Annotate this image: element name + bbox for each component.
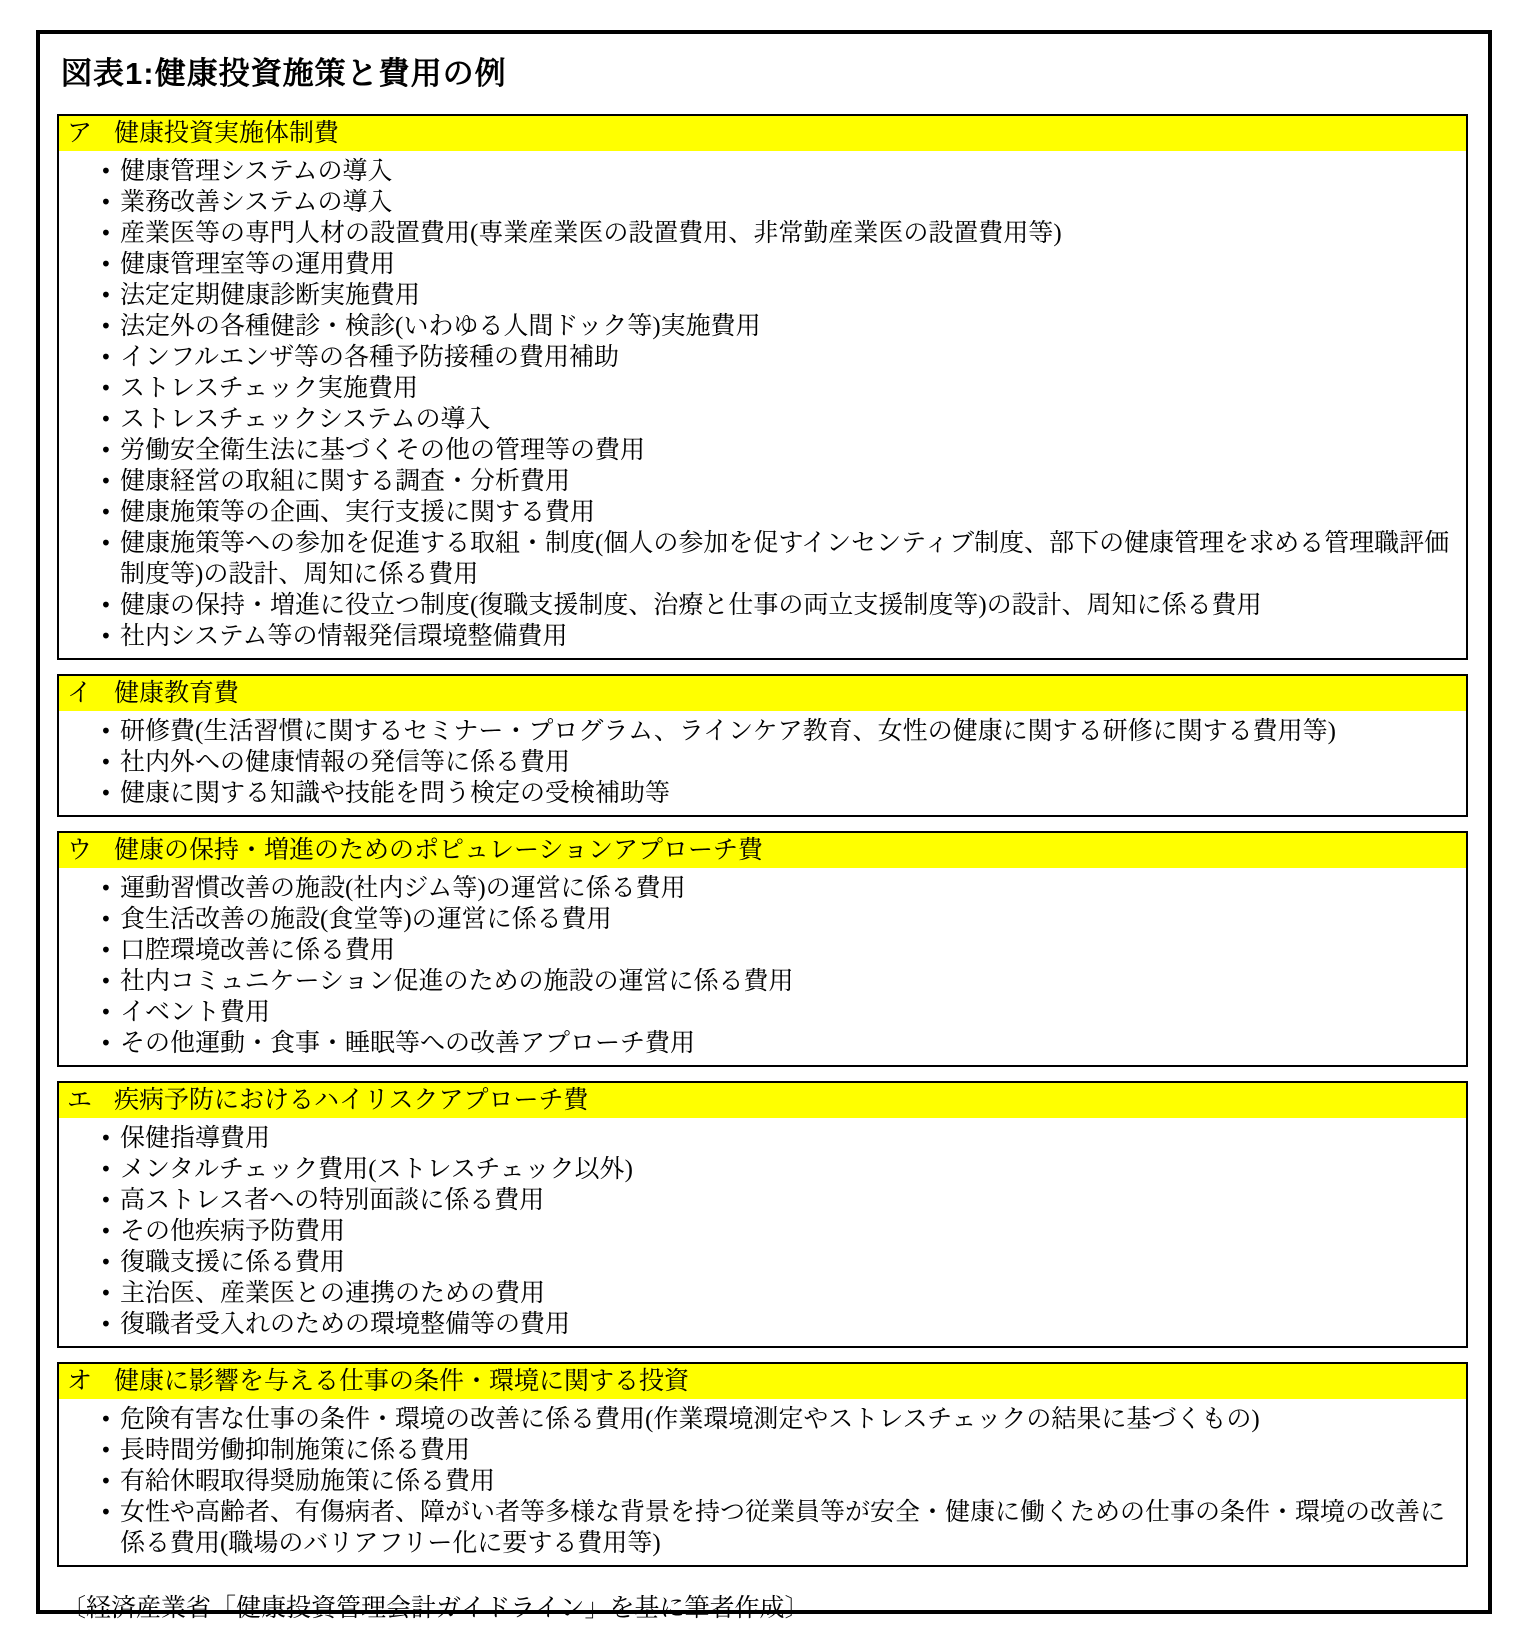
list-item (100, 935, 1452, 966)
section-item-list (59, 1123, 1466, 1340)
bullet-icon: • (100, 221, 112, 245)
list-item-text: 健康経営の取組に関する調査・分析費用 (120, 468, 571, 495)
list-item (100, 373, 1452, 404)
section-header-text: 健康投資実施体制費 (114, 120, 340, 147)
list-item (100, 497, 1452, 528)
bullet-icon: • (100, 500, 112, 524)
list-item-text: ストレスチェックシステムの導入 (120, 406, 491, 433)
section-item-list (59, 716, 1466, 809)
list-item (100, 466, 1452, 497)
list-item (100, 873, 1452, 904)
list-item (100, 966, 1452, 997)
bullet-icon: • (100, 1469, 112, 1493)
list-item (100, 1216, 1452, 1247)
bullet-icon: • (100, 1407, 112, 1431)
bullet-icon: • (100, 314, 112, 338)
bullet-icon: • (100, 876, 112, 900)
list-item-text: 危険有害な仕事の条件・環境の改善に係る費用(作業環境測定やストレスチェックの結果に基づくもの) (120, 1406, 1260, 1433)
list-item (100, 1278, 1452, 1309)
section-label: エ (67, 1087, 93, 1114)
list-item-text: 長時間労働抑制施策に係る費用 (120, 1437, 471, 1464)
bullet-icon: • (100, 593, 112, 617)
list-item-text: 健康管理室等の運用費用 (120, 251, 396, 278)
list-item-text: 健康管理システムの導入 (120, 158, 393, 185)
section-item-list (59, 156, 1466, 652)
bullet-icon: • (100, 1312, 112, 1336)
section-header (59, 1083, 1466, 1118)
bullet-icon: • (100, 1126, 112, 1150)
section-label: オ (67, 1368, 93, 1395)
list-item (100, 435, 1452, 466)
bullet-icon: • (100, 624, 112, 648)
bullet-icon: • (100, 969, 112, 993)
section-label: ウ (67, 837, 93, 864)
list-item-text: 食生活改善の施設(食堂等)の運営に係る費用 (120, 906, 612, 933)
section-header-text: 疾病予防におけるハイリスクアプローチ費 (114, 1087, 589, 1114)
bullet-icon: • (100, 252, 112, 276)
list-item-text: 高ストレス者への特別面談に係る費用 (120, 1187, 545, 1214)
list-item (100, 1185, 1452, 1216)
list-item (100, 1154, 1452, 1185)
list-item (100, 747, 1452, 778)
list-item (100, 311, 1452, 342)
list-item (100, 1309, 1452, 1340)
bullet-icon: • (100, 407, 112, 431)
bullet-icon: • (100, 1438, 112, 1462)
list-item-text: 健康の保持・増進に役立つ制度(復職支援制度、治療と仕事の両立支援制度等)の設計、周知に係る費用 (120, 592, 1262, 619)
list-item (100, 342, 1452, 373)
list-item (100, 778, 1452, 809)
bullet-icon: • (100, 1281, 112, 1305)
bullet-icon: • (100, 750, 112, 774)
list-item (100, 1497, 1452, 1559)
list-item (100, 404, 1452, 435)
bullet-icon: • (100, 1000, 112, 1024)
list-item-text: イベント費用 (120, 999, 271, 1026)
section-header (59, 1364, 1466, 1399)
list-item-text: インフルエンザ等の各種予防接種の費用補助 (120, 344, 620, 371)
bullet-icon: • (100, 1250, 112, 1274)
list-item-text: 口腔環境改善に係る費用 (120, 937, 396, 964)
list-item (100, 621, 1452, 652)
list-item-text: 主治医、産業医との連携のための費用 (120, 1280, 546, 1307)
list-item (100, 1247, 1452, 1278)
sections-container (57, 114, 1468, 1567)
bullet-icon: • (100, 345, 112, 369)
bullet-icon: • (100, 781, 112, 805)
list-item (100, 528, 1452, 590)
list-item-text: 社内コミュニケーション促進のための施設の運営に係る費用 (120, 968, 794, 995)
bullet-icon: • (100, 1031, 112, 1055)
section-box (57, 1081, 1468, 1348)
list-item-text: 研修費(生活習慣に関するセミナー・プログラム、ラインケア教育、女性の健康に関する研修に関する費用等) (120, 718, 1336, 745)
list-item-text: 有給休暇取得奨励施策に係る費用 (120, 1468, 496, 1495)
list-item-text: 業務改善システムの導入 (120, 189, 393, 216)
section-box (57, 1362, 1468, 1567)
list-item (100, 904, 1452, 935)
bullet-icon: • (100, 376, 112, 400)
list-item-text: 健康に関する知識や技能を問う検定の受検補助等 (120, 780, 671, 807)
list-item-text: 健康施策等の企画、実行支援に関する費用 (120, 499, 596, 526)
bullet-icon: • (100, 1188, 112, 1212)
list-item-text: 社内システム等の情報発信環境整備費用 (120, 623, 568, 650)
bullet-icon: • (100, 190, 112, 214)
bullet-icon: • (100, 907, 112, 931)
list-item-text: 保健指導費用 (120, 1125, 271, 1152)
list-item-text: 健康施策等への参加を促進する取組・制度(個人の参加を促すインセンティブ制度、部下の健康管理を求める管理職評価制度等)の設計、周知に係る費用 (120, 530, 1450, 588)
list-item (100, 1028, 1452, 1059)
list-item (100, 1404, 1452, 1435)
section-header (59, 116, 1466, 151)
list-item-text: ストレスチェック実施費用 (120, 375, 419, 402)
list-item-text: 法定定期健康診断実施費用 (120, 282, 421, 309)
list-item-text: 運動習慣改善の施設(社内ジム等)の運営に係る費用 (120, 875, 686, 902)
bullet-icon: • (100, 283, 112, 307)
list-item-text: 法定外の各種健診・検診(いわゆる人間ドック等)実施費用 (120, 313, 761, 340)
bullet-icon: • (100, 938, 112, 962)
list-item (100, 1466, 1452, 1497)
section-box (57, 831, 1468, 1067)
list-item-text: 復職支援に係る費用 (120, 1249, 346, 1276)
list-item (100, 187, 1452, 218)
list-item (100, 156, 1452, 187)
list-item-text: 社内外への健康情報の発信等に係る費用 (120, 749, 571, 776)
list-item (100, 249, 1452, 280)
bullet-icon: • (100, 159, 112, 183)
page-frame (36, 30, 1492, 1622)
section-header-text: 健康に影響を与える仕事の条件・環境に関する投資 (114, 1368, 690, 1395)
section-box (57, 114, 1468, 660)
section-item-list (59, 1404, 1466, 1559)
page-title: 図表1:健康投資施策と費用の例 (61, 56, 507, 91)
list-item-text: その他疾病予防費用 (120, 1218, 346, 1245)
list-item (100, 218, 1452, 249)
section-header-text: 健康の保持・増進のためのポピュレーションアプローチ費 (114, 837, 764, 864)
section-item-list (59, 873, 1466, 1059)
section-box (57, 674, 1468, 817)
list-item-text: その他運動・食事・睡眠等への改善アプローチ費用 (120, 1030, 696, 1057)
bullet-icon: • (100, 531, 112, 555)
bullet-icon: • (100, 469, 112, 493)
bullet-icon: • (100, 1500, 112, 1524)
list-item (100, 1435, 1452, 1466)
footer-note: 〔経済産業省「健康投資管理会計ガイドライン」を基に筆者作成〕 (61, 1595, 810, 1622)
list-item (100, 590, 1452, 621)
list-item-text: 産業医等の専門人材の設置費用(専業産業医の設置費用、非常勤産業医の設置費用等) (120, 220, 1062, 247)
section-header (59, 833, 1466, 868)
section-label: ア (67, 120, 93, 147)
bullet-icon: • (100, 1219, 112, 1243)
section-header-text: 健康教育費 (114, 680, 240, 707)
list-item-text: 復職者受入れのための環境整備等の費用 (120, 1311, 571, 1338)
list-item-text: 女性や高齢者、有傷病者、障がい者等多様な背景を持つ従業員等が安全・健康に働くための仕事の条件・環境の改善に係る費用(職場のバリアフリー化に要する費用等) (120, 1499, 1446, 1557)
list-item (100, 280, 1452, 311)
list-item (100, 716, 1452, 747)
bullet-icon: • (100, 1157, 112, 1181)
list-item (100, 997, 1452, 1028)
section-label: イ (67, 680, 93, 707)
list-item-text: 労働安全衛生法に基づくその他の管理等の費用 (120, 437, 646, 464)
section-header (59, 676, 1466, 711)
list-item-text: メンタルチェック費用(ストレスチェック以外) (120, 1156, 633, 1183)
bullet-icon: • (100, 719, 112, 743)
bullet-icon: • (100, 438, 112, 462)
list-item (100, 1123, 1452, 1154)
